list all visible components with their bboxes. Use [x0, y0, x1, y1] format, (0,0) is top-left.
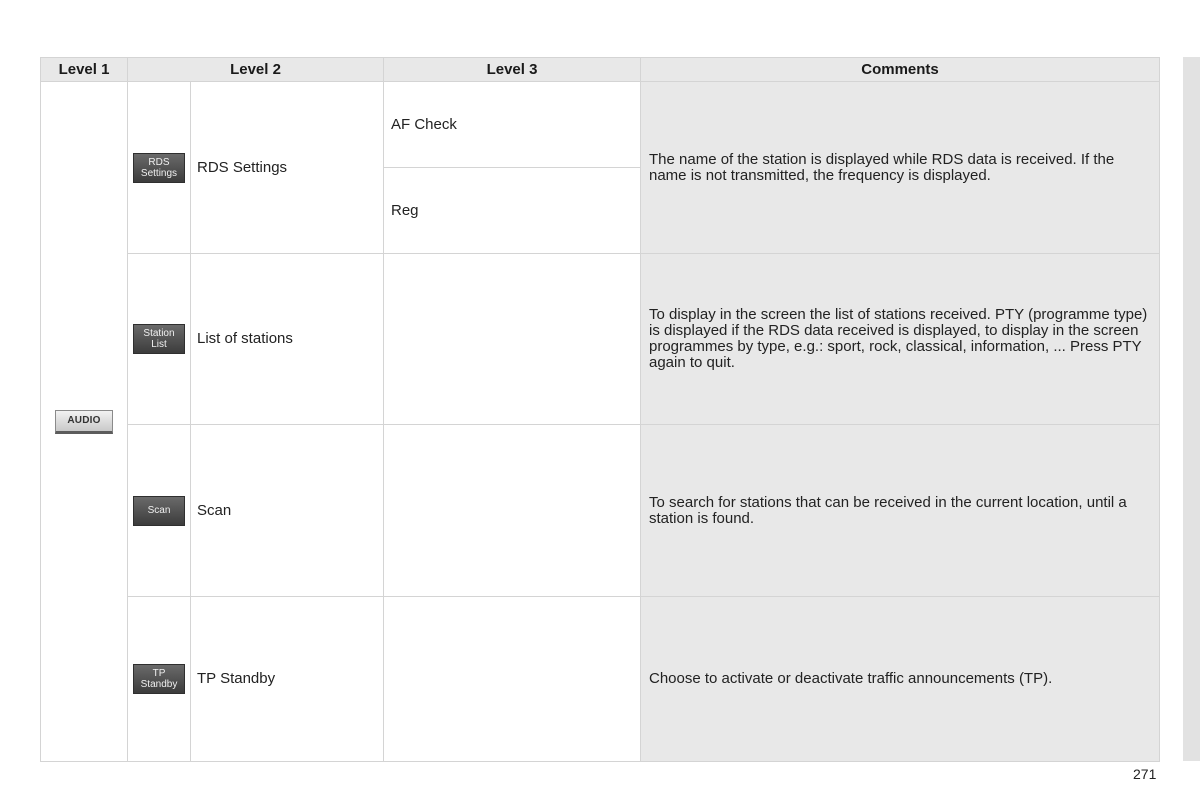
page-edge-tab [1183, 57, 1200, 761]
level3-reg: Reg [384, 168, 641, 254]
header-level3: Level 3 [384, 58, 641, 82]
level3-empty [384, 425, 641, 597]
icon-cell [128, 597, 191, 762]
level3-empty [384, 254, 641, 425]
level3-af-check: AF Check [384, 82, 641, 168]
comment-cell: To display in the screen the list of stations received. PTY (programme type) is displayed if the RDS data received is displayed, to display in the screen programmes by type, e.g.: sport, rock, classical, information, ... Press PTY again to quit. [641, 254, 1160, 425]
table-row [41, 425, 1160, 597]
header-row [41, 58, 1160, 82]
header-level2: Level 2 [128, 58, 384, 82]
level2-label: List of stations [191, 254, 384, 425]
icon-cell [128, 254, 191, 425]
audio-button[interactable]: AUDIO [55, 410, 113, 434]
table-row [41, 82, 1160, 168]
level2-label: TP Standby [191, 597, 384, 762]
audio-menu-table [40, 57, 1160, 762]
header-level1: Level 1 [41, 58, 128, 82]
header-comments: Comments [641, 58, 1160, 82]
table-row [41, 254, 1160, 425]
level1-cell [41, 82, 128, 762]
rds-settings-icon[interactable]: RDS Settings [133, 153, 185, 183]
level2-label: Scan [191, 425, 384, 597]
table-row [41, 597, 1160, 762]
comment-cell: The name of the station is displayed while RDS data is received. If the name is not transmitted, the frequency is displayed. [641, 82, 1160, 254]
station-list-icon[interactable]: Station List [133, 324, 185, 354]
comment-cell: Choose to activate or deactivate traffic announcements (TP). [641, 597, 1160, 762]
page-number: 271 [1133, 766, 1157, 782]
icon-cell [128, 425, 191, 597]
scan-icon[interactable]: Scan [133, 496, 185, 526]
level2-label: RDS Settings [191, 82, 384, 254]
icon-cell [128, 82, 191, 254]
tp-standby-icon[interactable]: TP Standby [133, 664, 185, 694]
comment-cell: To search for stations that can be received in the current location, until a station is found. [641, 425, 1160, 597]
level3-empty [384, 597, 641, 762]
